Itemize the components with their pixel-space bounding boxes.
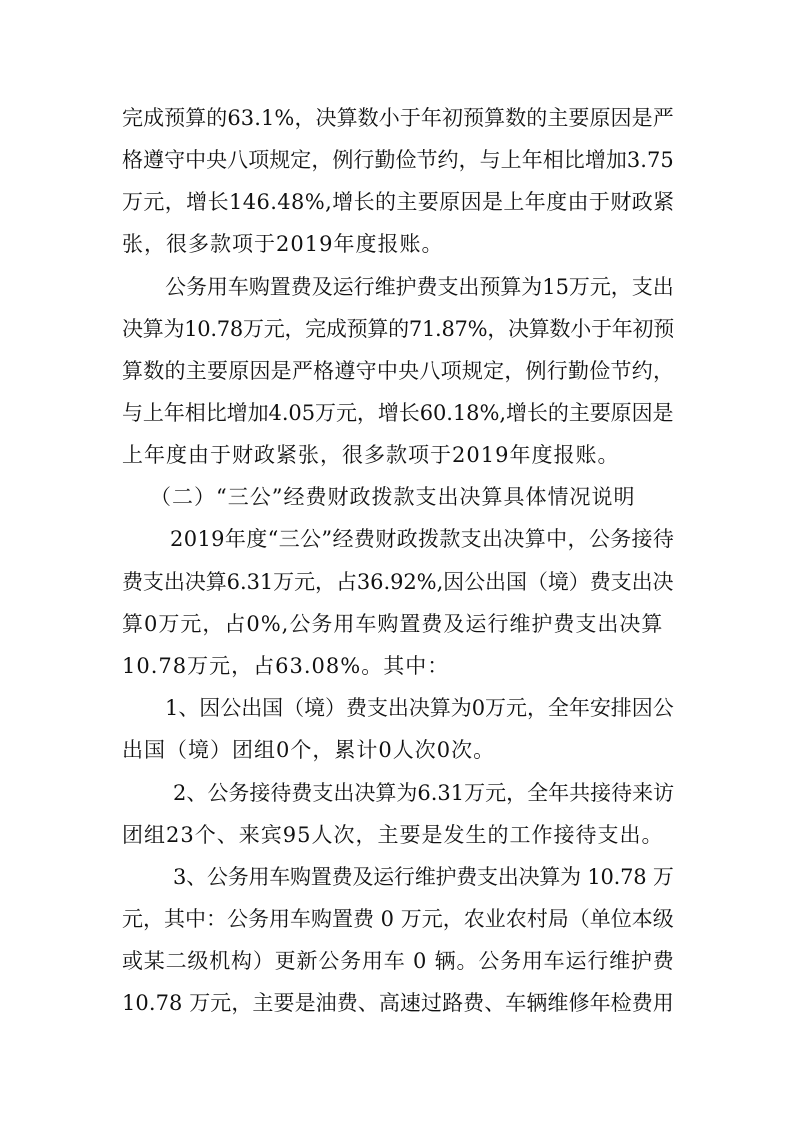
text-line: 或某二级机构）更新公务用车 0 辆。公务用车运行维护费 <box>122 949 675 973</box>
text-line: 2019年度“三公”经费财政拨款支出决算中，公务接待 <box>170 527 675 551</box>
text-line: 万元，增长146.48%,增长的主要原因是上年度由于财政紧 <box>122 190 675 214</box>
text-line: 2、公务接待费支出决算为6.31万元，全年共接待来访 <box>173 781 675 805</box>
text-line: 1、因公出国（境）费支出决算为0万元，全年安排因公 <box>165 696 674 720</box>
text-line: 算0万元，占0%,公务用车购置费及运行维护费支出决算 <box>122 612 664 636</box>
text-line: 格遵守中央八项规定，例行勤俭节约，与上年相比增加3.75 <box>122 148 674 172</box>
text-line: 与上年相比增加4.05万元，增长60.18%,增长的主要原因是 <box>122 401 674 425</box>
text-line: 费支出决算6.31万元，占36.92%,因公出国（境）费支出决 <box>122 570 674 594</box>
text-line: 3、公务用车购置费及运行维护费支出决算为 10.78 万 <box>173 865 674 889</box>
text-line: 张，很多款项于2019年度报账。 <box>122 232 444 256</box>
text-line: 算数的主要原因是严格遵守中央八项规定，例行勤俭节约， <box>122 359 675 383</box>
section-heading: （二）“三公”经费财政拨款支出决算具体情况说明 <box>150 485 636 509</box>
text-line: 公务用车购置费及运行维护费支出预算为15万元，支出 <box>165 275 674 299</box>
text-line: 10.78 万元，主要是油费、高速过路费、车辆维修年检费用 <box>122 991 674 1015</box>
text-line: 完成预算的63.1%，决算数小于年初预算数的主要原因是严 <box>122 106 674 130</box>
text-line: 决算为10.78万元，完成预算的71.87%，决算数小于年初预 <box>122 317 674 341</box>
text-line: 10.78万元，占63.08%。其中： <box>122 654 450 678</box>
text-line: 出国（境）团组0个，累计0人次0次。 <box>122 738 496 762</box>
text-line: 元，其中：公务用车购置费 0 万元，农业农村局（单位本级 <box>122 907 674 931</box>
text-line: 团组23个、来宾95人次，主要是发生的工作接待支出。 <box>122 823 664 847</box>
text-line: 上年度由于财政紧张，很多款项于2019年度报账。 <box>122 443 620 467</box>
